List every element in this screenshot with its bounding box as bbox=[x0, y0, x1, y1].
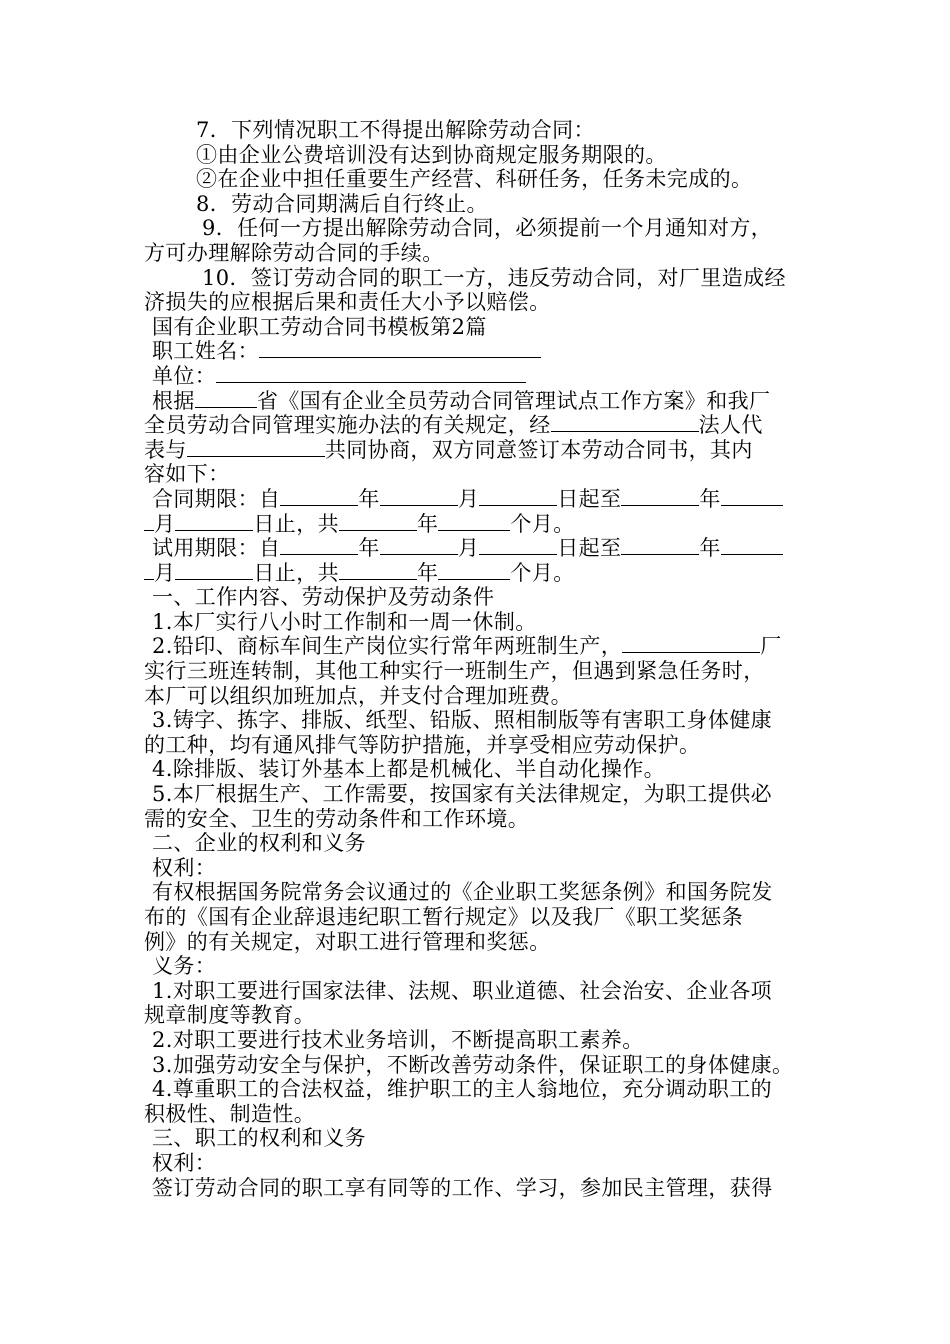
text-segment: 日起至 bbox=[557, 486, 622, 511]
blank-field bbox=[195, 389, 257, 408]
text-segment: 根据 bbox=[152, 388, 195, 413]
text-segment: 日止，共 bbox=[253, 560, 340, 585]
text-line: 布的《国有企业辞退违纪职工暂行规定》以及我厂《职工奖惩条 bbox=[144, 905, 744, 929]
text-segment: 全员劳动合同管理实施办法的有关规定，经 bbox=[144, 413, 551, 438]
text-segment: 日起至 bbox=[557, 536, 622, 561]
blank-field bbox=[280, 536, 358, 555]
blank-field bbox=[621, 536, 699, 555]
text-line: 2.对职工要进行技术业务培训，不断提高职工素养。 bbox=[152, 1027, 644, 1052]
text-segment: 表与 bbox=[144, 437, 187, 462]
blank-field bbox=[479, 536, 557, 555]
text-line: 1.对职工要进行国家法律、法规、职业道德、社会治安、企业各项 bbox=[152, 978, 773, 1003]
blank-field bbox=[380, 536, 458, 555]
employee-name-line bbox=[144, 339, 816, 364]
text-segment: 月 bbox=[457, 536, 480, 561]
text-segment: 共同协商，双方同意签订本劳动合同书，其内 bbox=[324, 437, 753, 462]
text-line: 10．签订劳动合同的职工一方，违反劳动合同，对厂里造成经 bbox=[202, 265, 786, 290]
text-line: 权利： bbox=[152, 1150, 217, 1175]
blank-field bbox=[438, 512, 510, 531]
probation-term-line bbox=[144, 536, 816, 561]
text-line: 4.尊重职工的合法权益，维护职工的主人翁地位，充分调动职工的 bbox=[152, 1077, 773, 1102]
text-line: 有权根据国务院常务会议通过的《企业职工奖惩条例》和国务院发 bbox=[152, 880, 773, 905]
blank-field bbox=[438, 561, 510, 580]
section-title: 国有企业职工劳动合同书模板第2篇 bbox=[152, 314, 487, 339]
contract-term-line bbox=[144, 512, 816, 537]
text-segment: 单位： bbox=[152, 363, 217, 388]
text-segment: 省《国有企业全员劳动合同管理试点工作方案》和我厂 bbox=[256, 388, 771, 413]
text-line: 签订劳动合同的职工享有同等的工作、学习，参加民主管理，获得 bbox=[152, 1175, 773, 1200]
section-heading: 二、企业的权利和义务 bbox=[152, 831, 366, 856]
text-segment: 个月。 bbox=[510, 560, 575, 585]
text-line: 3.加强劳动安全与保护，不断改善劳动条件，保证职工的身体健康。 bbox=[152, 1052, 794, 1077]
text-segment: 合同期限：自 bbox=[152, 486, 281, 511]
blank-field bbox=[622, 634, 760, 653]
text-segment: 年 bbox=[699, 536, 721, 561]
blank-field bbox=[144, 512, 154, 531]
text-segment: 月 bbox=[154, 511, 176, 536]
text-line: 义务： bbox=[152, 954, 217, 979]
blank-field bbox=[551, 413, 699, 432]
text-line: 方可办理解除劳动合同的手续。 bbox=[144, 240, 444, 265]
text-line: 权利： bbox=[152, 855, 217, 880]
blank-field bbox=[339, 512, 417, 531]
text-line: 5.本厂根据生产、工作需要，按国家有关法律规定，为职工提供必 bbox=[152, 782, 773, 807]
text-line: 本厂可以组织加班加点，并支付合理加班费。 bbox=[144, 683, 572, 708]
text-segment: 日止，共 bbox=[253, 511, 340, 536]
text-line: 例》的有关规定，对职工进行管理和奖惩。 bbox=[144, 929, 551, 954]
text-line: 需的安全、卫生的劳动条件和工作环境。 bbox=[144, 806, 530, 831]
basis-line bbox=[144, 413, 816, 438]
section-heading: 三、职工的权利和义务 bbox=[152, 1126, 366, 1151]
probation-term-line bbox=[144, 561, 816, 586]
text-line: 规章制度等教育。 bbox=[144, 1003, 316, 1028]
text-segment: 法人代 bbox=[698, 413, 763, 438]
text-line: 积极性、制造性。 bbox=[144, 1101, 316, 1126]
basis-line bbox=[144, 389, 816, 414]
text-line: 4.除排版、装订外基本上都是机械化、半自动化操作。 bbox=[152, 757, 666, 782]
text-segment: 年 bbox=[417, 511, 439, 536]
blank-field bbox=[479, 487, 557, 506]
blank-field bbox=[280, 487, 358, 506]
text-line: 8．劳动合同期满后自行终止。 bbox=[196, 191, 488, 216]
text-line: ①由企业公费培训没有达到协商规定服务期限的。 bbox=[196, 142, 667, 167]
text-line: 9．任何一方提出解除劳动合同，必须提前一个月通知对方， bbox=[202, 216, 773, 241]
text-line: 容如下： bbox=[144, 462, 230, 487]
text-line: ②在企业中担任重要生产经营、科研任务，任务未完成的。 bbox=[196, 167, 753, 192]
text-segment: 月 bbox=[457, 486, 480, 511]
basis-line bbox=[144, 438, 816, 463]
text-segment: 年 bbox=[358, 536, 380, 561]
text-line: 7．下列情况职工不得提出解除劳动合同： bbox=[196, 118, 595, 142]
contract-term-line bbox=[144, 487, 816, 512]
blank-field bbox=[259, 339, 541, 358]
text-line bbox=[144, 634, 816, 659]
section-heading: 一、工作内容、劳动保护及劳动条件 bbox=[152, 585, 495, 610]
text-line: 1.本厂实行八小时工作制和一周一休制。 bbox=[152, 609, 537, 634]
blank-field bbox=[216, 364, 526, 383]
document-page bbox=[144, 118, 816, 1200]
text-segment: 厂 bbox=[760, 634, 782, 659]
blank-field bbox=[339, 561, 417, 580]
text-line: 济损失的应根据后果和责任大小予以赔偿。 bbox=[144, 290, 551, 315]
blank-field bbox=[144, 561, 154, 580]
blank-field bbox=[721, 536, 783, 555]
text-segment: 年 bbox=[699, 486, 721, 511]
text-segment: 年 bbox=[417, 560, 439, 585]
text-segment: 2.铅印、商标车间生产岗位实行常年两班制生产， bbox=[152, 634, 623, 659]
blank-field bbox=[175, 561, 253, 580]
text-line: 3.铸字、拣字、排版、纸型、铅版、照相制版等有害职工身体健康 bbox=[152, 708, 773, 733]
text-segment: 试用期限：自 bbox=[152, 536, 281, 561]
blank-field bbox=[175, 512, 253, 531]
blank-field bbox=[187, 438, 325, 457]
text-line: 实行三班连转制，其他工种实行一班制生产，但遇到紧急任务时， bbox=[144, 659, 765, 684]
text-line: 的工种，均有通风排气等防护措施，并享受相应劳动保护。 bbox=[144, 732, 701, 757]
text-segment: 个月。 bbox=[510, 511, 575, 536]
blank-field bbox=[621, 487, 699, 506]
text-segment: 职工姓名： bbox=[152, 339, 259, 364]
employer-line bbox=[144, 364, 816, 389]
text-segment: 月 bbox=[154, 560, 176, 585]
blank-field bbox=[380, 487, 458, 506]
text-segment: 年 bbox=[358, 486, 380, 511]
blank-field bbox=[721, 487, 783, 506]
